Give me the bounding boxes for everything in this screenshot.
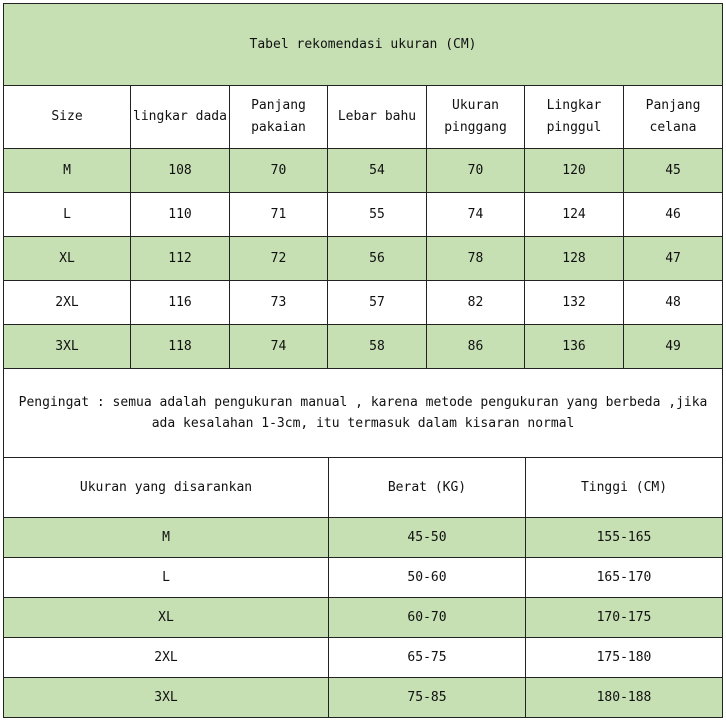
table-row: [4, 638, 723, 678]
table-cell: 110: [131, 193, 230, 237]
table-cell: 180-188: [526, 678, 723, 718]
size-label-cell: 3XL: [4, 325, 131, 369]
table-cell: 82: [427, 281, 525, 325]
table-cell: 86: [427, 325, 525, 369]
size-label-cell: XL: [4, 237, 131, 281]
table-cell: 70: [230, 149, 328, 193]
header-cell: Ukuran pinggang: [427, 86, 525, 149]
table-cell: 78: [427, 237, 525, 281]
size-label-cell: XL: [4, 598, 329, 638]
table-row: [4, 237, 723, 281]
title-row: [4, 4, 723, 86]
table-cell: 55: [328, 193, 427, 237]
table-cell: 50-60: [329, 558, 526, 598]
table-cell: 120: [525, 149, 624, 193]
table-cell: 48: [624, 281, 723, 325]
table-cell: 75-85: [329, 678, 526, 718]
header-cell: Panjang pakaian: [230, 86, 328, 149]
size-label-cell: 2XL: [4, 638, 329, 678]
table-cell: 72: [230, 237, 328, 281]
table-row: [4, 678, 723, 718]
recommend-table: [3, 457, 723, 718]
table-cell: 118: [131, 325, 230, 369]
header-cell: Berat (KG): [329, 458, 526, 518]
table-cell: 71: [230, 193, 328, 237]
size-label-cell: 2XL: [4, 281, 131, 325]
table-cell: 74: [427, 193, 525, 237]
table-row: [4, 558, 723, 598]
table-cell: 58: [328, 325, 427, 369]
size-chart-sheet: [3, 3, 722, 718]
header-cell: Panjang celana: [624, 86, 723, 149]
size-label-cell: 3XL: [4, 678, 329, 718]
table-cell: 175-180: [526, 638, 723, 678]
table-cell: 170-175: [526, 598, 723, 638]
table-row: [4, 518, 723, 558]
recommend-table-header: [4, 458, 723, 518]
table-cell: 128: [525, 237, 624, 281]
table-cell: 124: [525, 193, 624, 237]
table-cell: 112: [131, 237, 230, 281]
table-cell: 54: [328, 149, 427, 193]
table-row: [4, 598, 723, 638]
table-row: [4, 149, 723, 193]
table-cell: 60-70: [329, 598, 526, 638]
note-row: [4, 369, 723, 458]
table-cell: 132: [525, 281, 624, 325]
table-cell: 47: [624, 237, 723, 281]
size-table: [3, 3, 723, 458]
note-text: Pengingat : semua adalah pengukuran manual , karena metode pengukuran yang berbeda ,jika ada kesalahan 1-3cm, itu termasuk dalam kisaran normal: [4, 369, 723, 458]
table-row: [4, 193, 723, 237]
header-cell: Lebar bahu: [328, 86, 427, 149]
table-cell: 116: [131, 281, 230, 325]
table-cell: 73: [230, 281, 328, 325]
table-cell: 65-75: [329, 638, 526, 678]
table-cell: 56: [328, 237, 427, 281]
size-label-cell: M: [4, 149, 131, 193]
size-label-cell: M: [4, 518, 329, 558]
table-cell: 46: [624, 193, 723, 237]
table-cell: 108: [131, 149, 230, 193]
table-cell: 57: [328, 281, 427, 325]
header-cell: Size: [4, 86, 131, 149]
table-cell: 136: [525, 325, 624, 369]
table-cell: 45-50: [329, 518, 526, 558]
header-cell: Tinggi (CM): [526, 458, 723, 518]
header-cell: Lingkar pinggul: [525, 86, 624, 149]
table-cell: 49: [624, 325, 723, 369]
table-cell: 74: [230, 325, 328, 369]
size-label-cell: L: [4, 558, 329, 598]
table-cell: 45: [624, 149, 723, 193]
table-cell: 165-170: [526, 558, 723, 598]
table-cell: 70: [427, 149, 525, 193]
table-row: [4, 325, 723, 369]
header-cell: Ukuran yang disarankan: [4, 458, 329, 518]
table-cell: 155-165: [526, 518, 723, 558]
size-label-cell: L: [4, 193, 131, 237]
size-table-header: [4, 86, 723, 149]
table-title: Tabel rekomendasi ukuran (CM): [4, 4, 723, 86]
header-cell: lingkar dada: [131, 86, 230, 149]
table-row: [4, 281, 723, 325]
